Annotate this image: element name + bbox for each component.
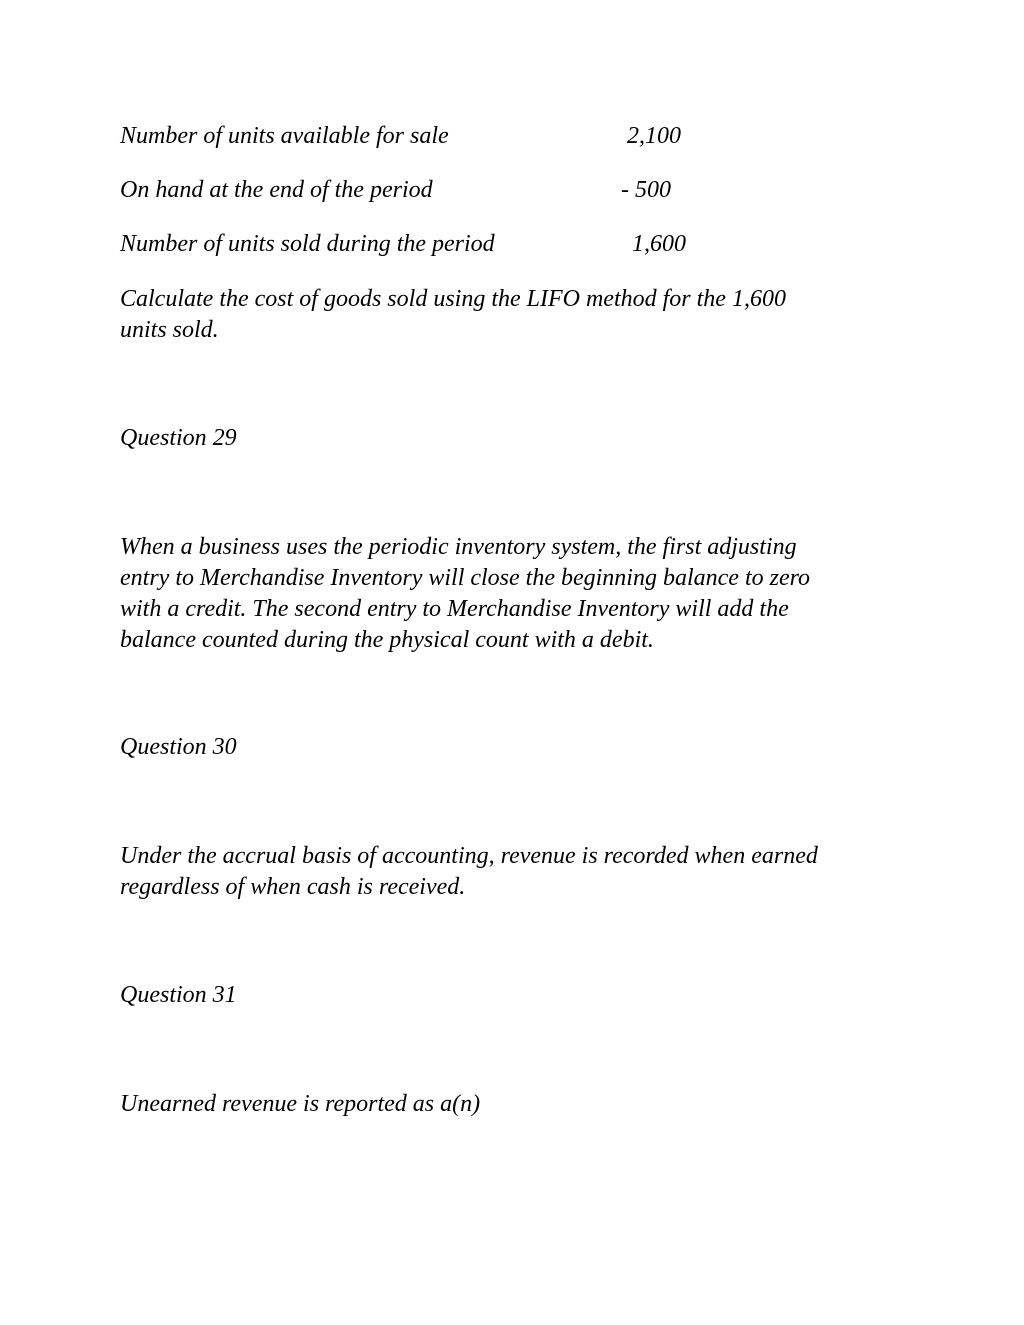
q29-text-line-3: with a credit. The second entry to Merchandise Inventory will add the [120, 596, 789, 622]
units-available-label: Number of units available for sale [120, 123, 449, 149]
on-hand-value: - 500 [621, 177, 671, 203]
q28-prompt-line-1: Calculate the cost of goods sold using the LIFO method for the 1,600 [120, 286, 786, 312]
q31-text-line-1: Unearned revenue is reported as a(n) [120, 1091, 481, 1117]
q31-heading: Question 31 [120, 982, 237, 1008]
q30-text-line-2: regardless of when cash is received. [120, 874, 466, 900]
on-hand-label: On hand at the end of the period [120, 177, 433, 203]
q29-text-line-2: entry to Merchandise Inventory will close the beginning balance to zero [120, 565, 811, 591]
units-sold-label: Number of units sold during the period [120, 231, 495, 257]
units-sold-value: 1,600 [632, 231, 686, 257]
q29-text-line-4: balance counted during the physical count with a debit. [120, 627, 654, 653]
q29-text-line-1: When a business uses the periodic inventory system, the first adjusting [120, 534, 797, 560]
q29-heading: Question 29 [120, 425, 237, 451]
q28-prompt-line-2: units sold. [120, 317, 219, 343]
units-available-value: 2,100 [627, 123, 681, 149]
q30-text-line-1: Under the accrual basis of accounting, revenue is recorded when earned [120, 843, 818, 869]
q30-heading: Question 30 [120, 734, 237, 760]
